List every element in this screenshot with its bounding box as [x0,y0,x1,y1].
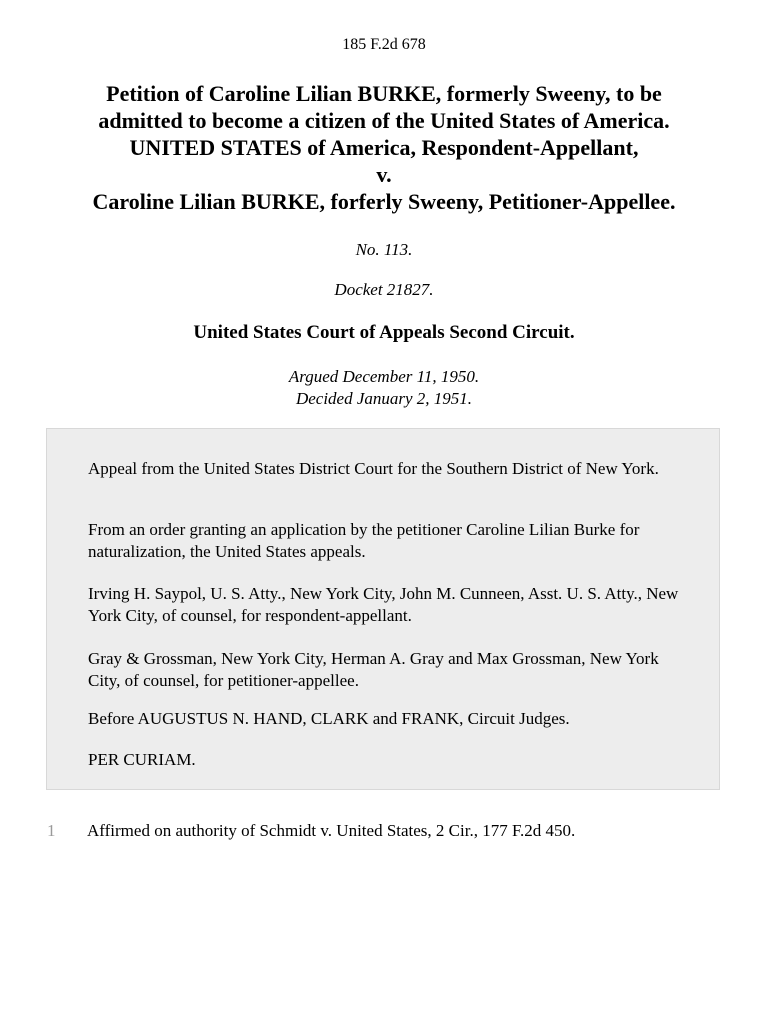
title-line: admitted to become a citizen of the United States of America. [98,108,670,133]
title-line: Caroline Lilian BURKE, forferly Sweeny, Petitioner-Appellee. [92,189,676,214]
appeal-paragraph: Appeal from the United States District Court for the Southern District of New York. [88,459,659,478]
appellee-counsel-paragraph: Gray & Grossman, New York City, Herman A. Gray and Max Grossman, New York City, of counsel, for petitioner-appellee. [88,649,659,690]
case-number: No. 113. [355,240,413,259]
per-curiam-label: PER CURIAM. [88,750,196,769]
order-paragraph: From an order granting an application by the petitioner Caroline Lilian Burke for naturalization, the United States appeals. [88,520,640,561]
docket-number: Docket 21827. [334,280,434,299]
title-line: UNITED STATES of America, Respondent-Appellant, [129,135,639,160]
decided-date: Decided January 2, 1951. [295,389,473,408]
case-title [30,80,738,215]
judges-paragraph: Before AUGUSTUS N. HAND, CLARK and FRANK, Circuit Judges. [88,709,570,728]
case-summary-box [46,428,720,790]
argued-date: Argued December 11, 1950. [288,367,480,386]
appellant-counsel-paragraph: Irving H. Saypol, U. S. Atty., New York City, John M. Cunneen, Asst. U. S. Atty., New York City, of counsel, for respondent-appellant. [88,584,679,625]
case-citation: 185 F.2d 678 [342,36,426,53]
paragraph-number: 1 [47,821,56,840]
paragraph-text: Affirmed on authority of Schmidt v. United States, 2 Cir., 177 F.2d 450. [87,821,576,840]
case-dates [0,366,768,410]
title-line: v. [376,162,392,187]
title-line: Petition of Caroline Lilian BURKE, formerly Sweeny, to be [106,81,662,106]
court-name: United States Court of Appeals Second Circuit. [193,322,575,343]
